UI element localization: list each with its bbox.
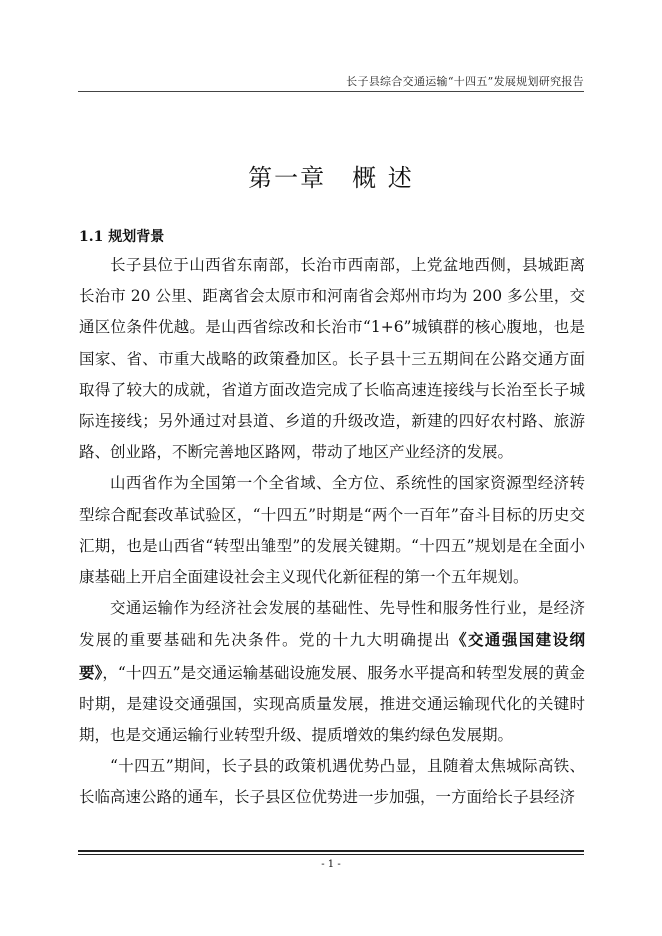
header-rule xyxy=(78,91,584,92)
body-text xyxy=(79,250,585,814)
footer-rule-thick xyxy=(78,850,584,852)
document-title-reference: 《交通强国建设纲要》 xyxy=(79,630,585,682)
chapter-title: 第一章 概 述 xyxy=(248,164,414,192)
footer-rule-thin xyxy=(78,854,584,855)
running-header: 长子县综合交通运输“十四五”发展规划研究报告 xyxy=(346,75,584,88)
paragraph-3-text-after: ，“十四五”是交通运输基础设施发展、服务水平提高和转型发展的黄金时期，是建设交通强国，实现高质量发展，推进交通运输现代化的关键时期，也是交通运输行业转型升级、提质增效的集约绿色发展期。 xyxy=(79,663,585,745)
paragraph-2: 山西省作为全国第一个全省域、全方位、系统性的国家资源型经济转型综合配套改革试验区，“十四五”时期是“两个一百年”奋斗目标的历史交汇期，也是山西省“转型出雏型”的发展关键期。“十四五”规划是在全面小康基础上开启全面建设社会主义现代化新征程的第一个五年规划。 xyxy=(79,474,585,587)
paragraph-1: 长子县位于山西省东南部，长治市西南部，上党盆地西侧，县城距离长治市 20 公里、距离省会太原市和河南省会郑州市均为 200 多公里，交通区位条件优越。是山西省综改和长治市“1+6”城镇群的核心腹地，也是国家、省、市重大战略的政策叠加区。长子县十三五期间在公路交通方面取得了较大的成就，省道方面改造完成了长临高速连接线与长治至长子城际连接线；另外通过对县道、乡道的升级改造，新建的四好农村路、旅游路、创业路，不断完善地区路网，带动了地区产业经济的发展。 xyxy=(79,256,585,462)
paragraph-3-text-before: 交通运输作为经济社会发展的基础性、先导性和服务性行业，是经济发展的重要基础和先决条件。党的十九大明确提出 xyxy=(79,599,585,650)
page-number: - 1 - xyxy=(321,859,341,870)
paragraph-4: “十四五”期间，长子县的政策机遇优势凸显，且随着太焦城际高铁、长临高速公路的通车，长子县区位优势进一步加强，一方面给长子县经济 xyxy=(79,757,585,807)
paragraph-3 xyxy=(79,593,585,751)
section-heading: 1.1 规划背景 xyxy=(79,229,165,245)
